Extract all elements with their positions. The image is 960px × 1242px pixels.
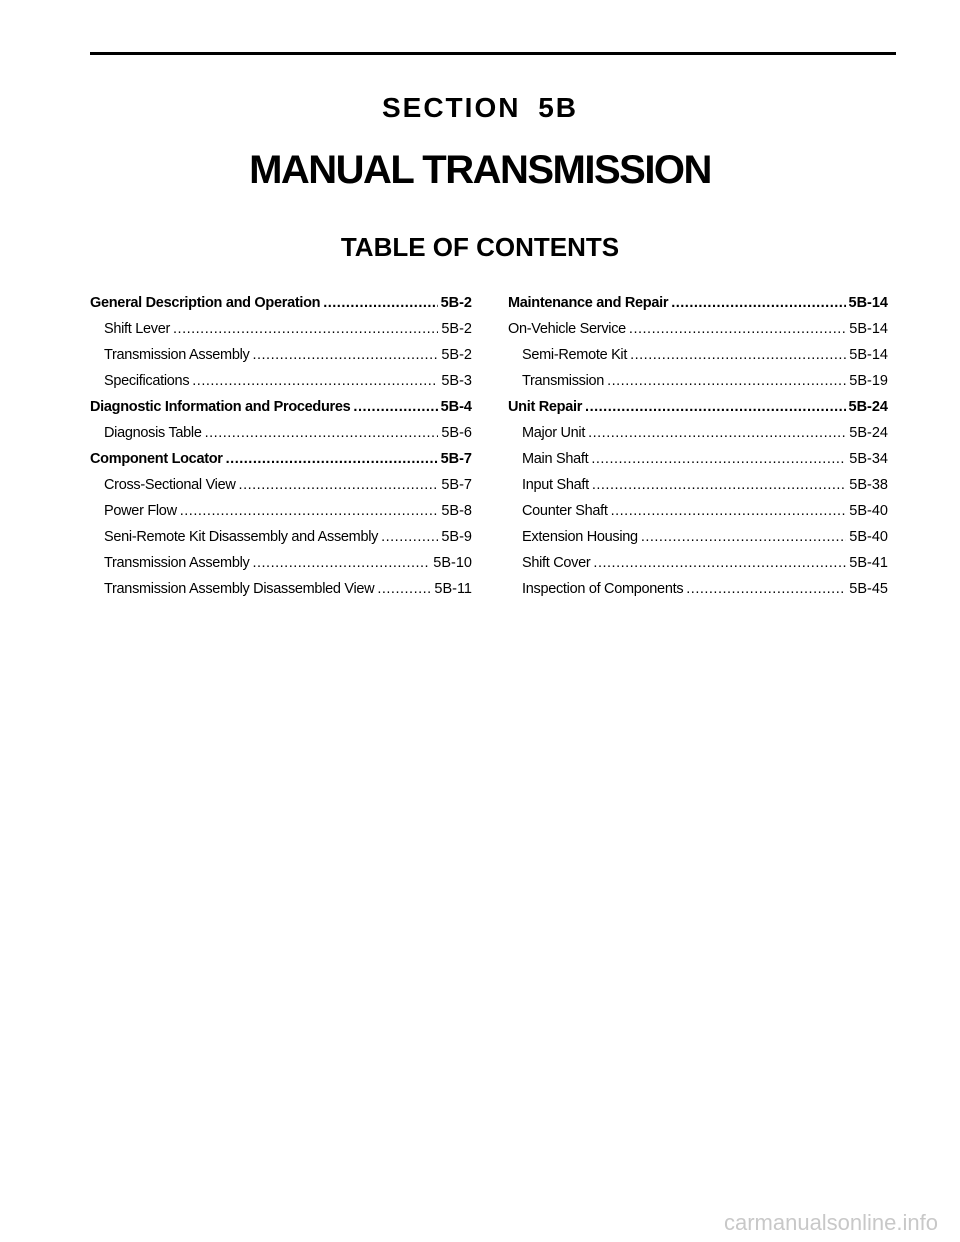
toc-dot-leader <box>641 527 846 547</box>
toc-dot-leader <box>381 527 438 547</box>
toc-entry-page: 5B-8 <box>441 503 472 519</box>
toc-entry-page: 5B-10 <box>433 555 472 571</box>
toc-dot-leader <box>252 345 438 365</box>
toc-entry-title: Input Shaft <box>522 477 589 493</box>
toc-dot-leader <box>630 345 846 365</box>
toc-entry-title: Transmission Assembly <box>104 347 250 363</box>
watermark: carmanualsonline.info <box>723 1210 938 1235</box>
toc-entry-title: Specifications <box>104 373 190 389</box>
toc-entry-page: 5B-40 <box>849 529 888 545</box>
toc-dot-leader <box>629 319 846 339</box>
toc-entry-page: 5B-2 <box>441 347 472 363</box>
toc-entry-page: 5B-4 <box>440 399 472 415</box>
toc-entry-title: Semi-Remote Kit <box>522 347 628 363</box>
toc-entry[interactable] <box>90 397 472 423</box>
toc-entry-page: 5B-7 <box>441 477 472 493</box>
toc-entry[interactable] <box>508 501 888 527</box>
toc-entry[interactable] <box>90 475 472 501</box>
toc-entry-page: 5B-19 <box>849 373 888 389</box>
toc-dot-leader <box>323 293 437 313</box>
toc-dot-leader <box>585 397 845 417</box>
toc-entry[interactable] <box>90 553 472 579</box>
toc-entry-page: 5B-6 <box>441 425 472 441</box>
toc-entry[interactable] <box>508 319 888 345</box>
toc-entry[interactable] <box>508 449 888 475</box>
toc-dot-leader <box>226 449 438 469</box>
toc-entry-title: Transmission <box>522 373 605 389</box>
toc-entry-page: 5B-2 <box>440 295 472 311</box>
toc-entry-title: Extension Housing <box>522 529 638 545</box>
toc-dot-leader <box>588 423 846 443</box>
toc-dot-leader <box>592 475 846 495</box>
toc-entry-page: 5B-11 <box>434 581 472 597</box>
toc-entry-page: 5B-14 <box>849 347 888 363</box>
toc-entry-title: Unit Repair <box>508 399 583 415</box>
toc-dot-leader <box>671 293 845 313</box>
toc-entry-page: 5B-24 <box>848 399 888 415</box>
toc-heading: TABLE OF CONTENTS <box>340 232 620 262</box>
toc-dot-leader <box>252 553 430 573</box>
toc-dot-leader <box>205 423 439 443</box>
toc-entry-page: 5B-24 <box>849 425 888 441</box>
toc-entry-title: Diagnostic Information and Procedures <box>90 399 351 415</box>
toc-entry[interactable] <box>508 553 888 579</box>
toc-entry-title: Component Locator <box>90 451 223 467</box>
toc-entry[interactable] <box>90 527 472 553</box>
toc-dot-leader <box>593 553 846 573</box>
toc-entry[interactable] <box>90 319 472 345</box>
toc-entry-title: Shift Cover <box>522 555 591 571</box>
toc-entry-title: Inspection of Components <box>522 581 684 597</box>
toc-entry-title: On-Vehicle Service <box>508 321 626 337</box>
toc-entry-page: 5B-3 <box>441 373 472 389</box>
page-title: MANUAL TRANSMISSION <box>249 148 711 192</box>
toc-entry[interactable] <box>90 579 472 605</box>
toc-entry-page: 5B-41 <box>849 555 888 571</box>
toc-dot-leader <box>180 501 439 521</box>
toc-right-column <box>508 293 888 605</box>
toc-entry[interactable] <box>90 423 472 449</box>
toc-entry[interactable] <box>90 345 472 371</box>
toc-entry-title: Transmission Assembly Disassembled View <box>104 581 375 597</box>
toc-entry-page: 5B-38 <box>849 477 888 493</box>
toc-entry[interactable] <box>90 293 472 319</box>
toc-entry-title: Power Flow <box>104 503 177 519</box>
toc-entry[interactable] <box>508 397 888 423</box>
toc-entry-title: Counter Shaft <box>522 503 608 519</box>
toc-entry-title: Main Shaft <box>522 451 589 467</box>
toc-entry-page: 5B-2 <box>441 321 472 337</box>
toc-entry-page: 5B-34 <box>849 451 888 467</box>
toc-entry-title: Diagnosis Table <box>104 425 202 441</box>
toc-dot-leader <box>611 501 847 521</box>
toc-entry[interactable] <box>508 423 888 449</box>
toc-entry-page: 5B-9 <box>441 529 472 545</box>
toc-entry-page: 5B-45 <box>849 581 888 597</box>
toc-entry[interactable] <box>508 371 888 397</box>
toc-entry[interactable] <box>90 371 472 397</box>
toc-entry-title: Major Unit <box>522 425 586 441</box>
section-label: SECTION 5B <box>381 92 579 123</box>
toc-entry-title: General Description and Operation <box>90 295 321 311</box>
toc-entry-title: Maintenance and Repair <box>508 295 669 311</box>
toc-entry[interactable] <box>508 579 888 605</box>
toc-dot-leader <box>377 579 431 599</box>
toc-dot-leader <box>239 475 439 495</box>
toc-entry[interactable] <box>508 475 888 501</box>
toc-entry[interactable] <box>90 501 472 527</box>
toc-entry-page: 5B-40 <box>849 503 888 519</box>
toc-left-column <box>90 293 472 605</box>
toc-entry-title: Seni-Remote Kit Disassembly and Assembly <box>104 529 379 545</box>
toc-dot-leader <box>192 371 438 391</box>
toc-entry-page: 5B-7 <box>440 451 472 467</box>
toc-dot-leader <box>607 371 846 391</box>
toc-entry[interactable] <box>508 293 888 319</box>
toc-dot-leader <box>591 449 846 469</box>
toc-entry[interactable] <box>508 345 888 371</box>
toc-dot-leader <box>173 319 438 339</box>
toc-entry[interactable] <box>508 527 888 553</box>
toc-entry-title: Cross-Sectional View <box>104 477 236 493</box>
toc-dot-leader <box>686 579 846 599</box>
top-rule <box>90 52 896 55</box>
toc-entry-page: 5B-14 <box>849 321 888 337</box>
toc-entry-title: Transmission Assembly <box>104 555 250 571</box>
toc-dot-leader <box>353 397 437 417</box>
toc-entry-title: Shift Lever <box>104 321 171 337</box>
toc-entry[interactable] <box>90 449 472 475</box>
toc-entry-page: 5B-14 <box>848 295 888 311</box>
